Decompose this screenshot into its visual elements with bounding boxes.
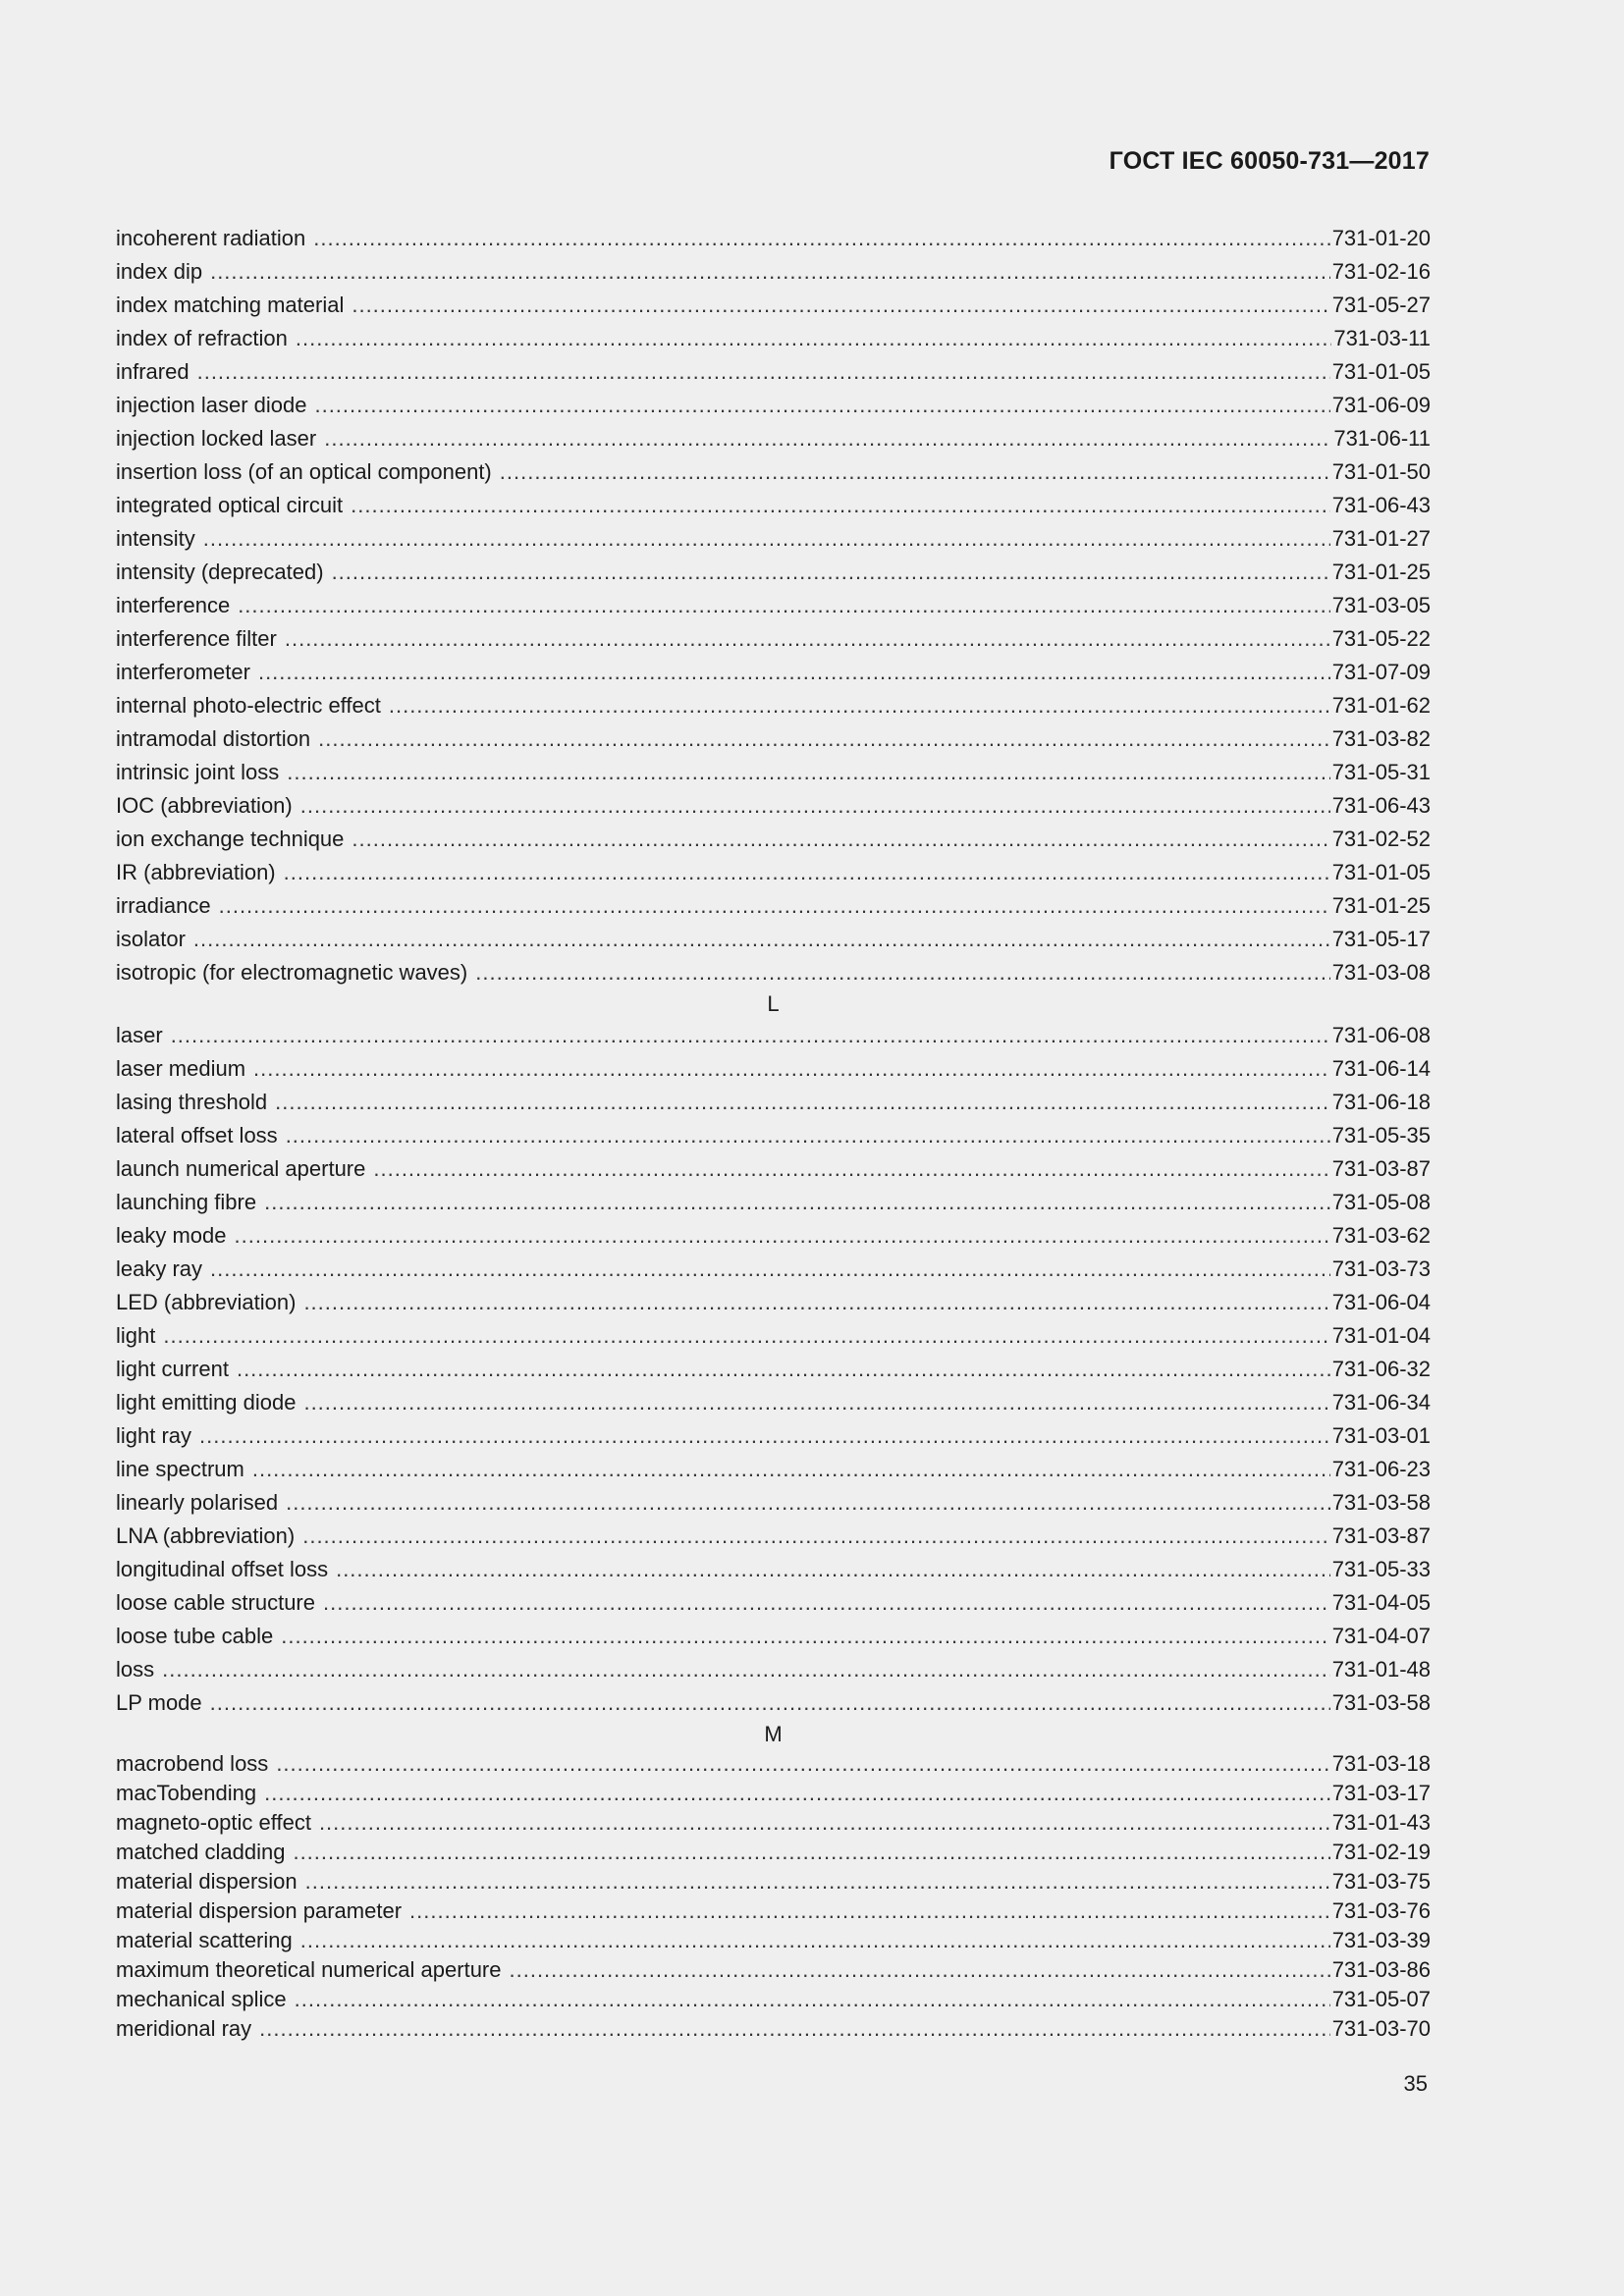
index-term: intrinsic joint loss: [116, 760, 280, 784]
dot-leader: [300, 1926, 1330, 1955]
index-term: loose cable structure: [116, 1590, 315, 1615]
dot-leader: [305, 1867, 1330, 1896]
index-entry: [116, 656, 1431, 689]
dot-leader: [219, 889, 1330, 923]
index-term: material scattering: [116, 1928, 293, 1952]
index-reference-number: 731-03-73: [1331, 1256, 1431, 1281]
dot-leader: [319, 1808, 1330, 1838]
index-reference-number: 731-03-39: [1331, 1928, 1431, 1952]
index-entry: [116, 1985, 1431, 2014]
index-term: ion exchange technique: [116, 827, 345, 851]
index-reference-number: 731-03-86: [1331, 1957, 1431, 1982]
index-entry: [116, 589, 1431, 622]
index-entry: [116, 1286, 1431, 1319]
index-entry: [116, 2014, 1431, 2044]
dot-leader: [351, 489, 1330, 522]
index-entry: [116, 1896, 1431, 1926]
index-term: longitudinal offset loss: [116, 1557, 329, 1581]
index-reference-number: 731-07-09: [1331, 660, 1431, 684]
dot-leader: [199, 1419, 1330, 1453]
index-reference-number: 731-05-27: [1331, 293, 1431, 317]
index-reference-number: 731-03-05: [1331, 593, 1431, 617]
index-reference-number: 731-05-33: [1331, 1557, 1431, 1581]
dot-leader: [238, 589, 1330, 622]
index-term: laser medium: [116, 1056, 246, 1081]
dot-leader: [197, 355, 1330, 389]
index-reference-number: 731-01-04: [1331, 1323, 1431, 1348]
index-entry: [116, 1926, 1431, 1955]
index-term: infrared: [116, 359, 189, 384]
dot-leader: [275, 1086, 1330, 1119]
index-entry: [116, 289, 1431, 322]
dot-leader: [259, 2014, 1330, 2044]
index-reference-number: 731-06-08: [1331, 1023, 1431, 1047]
dot-leader: [373, 1152, 1329, 1186]
index-reference-number: 731-02-16: [1331, 259, 1431, 284]
section-letter-heading: M: [764, 1722, 783, 1746]
index-entry: [116, 1086, 1431, 1119]
index-term: light emitting diode: [116, 1390, 297, 1415]
index-reference-number: 731-03-87: [1331, 1156, 1431, 1181]
index-entry: [116, 923, 1431, 956]
index-term: injection locked laser: [116, 426, 317, 451]
dot-leader: [264, 1186, 1330, 1219]
dot-leader: [323, 1586, 1330, 1620]
index-term: intensity: [116, 526, 195, 551]
index-term: isolator: [116, 927, 186, 951]
index-reference-number: 731-03-70: [1331, 2016, 1431, 2041]
index-entry: [116, 255, 1431, 289]
index-reference-number: 731-05-22: [1331, 626, 1431, 651]
index-entry: [116, 1052, 1431, 1086]
index-term: laser: [116, 1023, 163, 1047]
index-section: [116, 1720, 1431, 2044]
index-reference-number: 731-06-18: [1331, 1090, 1431, 1114]
index-entry: [116, 1219, 1431, 1253]
index-term: macrobend loss: [116, 1751, 269, 1776]
index-term: lasing threshold: [116, 1090, 268, 1114]
dot-leader: [500, 455, 1330, 489]
index-reference-number: 731-03-62: [1331, 1223, 1431, 1248]
index-entry: [116, 1520, 1431, 1553]
index-reference-number: 731-03-75: [1331, 1869, 1431, 1894]
dot-leader: [203, 522, 1330, 556]
dot-leader: [293, 1838, 1329, 1867]
index-reference-number: 731-03-01: [1331, 1423, 1431, 1448]
dot-leader: [285, 622, 1330, 656]
index-entry: [116, 422, 1431, 455]
index-term: material dispersion: [116, 1869, 298, 1894]
index-reference-number: 731-01-20: [1331, 226, 1431, 250]
index-reference-number: 731-03-82: [1331, 726, 1431, 751]
dot-leader: [258, 656, 1330, 689]
dot-leader: [332, 556, 1330, 589]
dot-leader: [303, 1386, 1329, 1419]
dot-leader: [237, 1353, 1330, 1386]
index-entry: [116, 1152, 1431, 1186]
index-reference-number: 731-01-25: [1331, 893, 1431, 918]
index-term: light: [116, 1323, 156, 1348]
index-reference-number: 731-01-27: [1331, 526, 1431, 551]
index-entry: [116, 622, 1431, 656]
index-term: light ray: [116, 1423, 192, 1448]
index-term: leaky mode: [116, 1223, 227, 1248]
index-entry: [116, 856, 1431, 889]
index-reference-number: 731-03-87: [1331, 1523, 1431, 1548]
index-term: LP mode: [116, 1690, 202, 1715]
index-term: LED (abbreviation): [116, 1290, 297, 1314]
index-reference-number: 731-03-11: [1333, 326, 1431, 350]
dot-leader: [296, 322, 1331, 355]
dot-leader: [409, 1896, 1330, 1926]
dot-leader: [264, 1779, 1330, 1808]
index-reference-number: 731-01-43: [1331, 1810, 1431, 1835]
dot-leader: [302, 1520, 1329, 1553]
dot-leader: [510, 1955, 1330, 1985]
index-reference-number: 731-02-52: [1331, 827, 1431, 851]
index-term: insertion loss (of an optical component): [116, 459, 492, 484]
index-reference-number: 731-03-58: [1331, 1690, 1431, 1715]
index-entry: [116, 1620, 1431, 1653]
index-entry: [116, 322, 1431, 355]
index-term: index dip: [116, 259, 203, 284]
dot-leader: [210, 1686, 1330, 1720]
index-entry: [116, 1955, 1431, 1985]
index-entry: [116, 489, 1431, 522]
index-reference-number: 731-03-76: [1331, 1898, 1431, 1923]
dot-leader: [303, 1286, 1329, 1319]
index-term: launching fibre: [116, 1190, 257, 1214]
index-entry: [116, 1253, 1431, 1286]
index-entry: [116, 1486, 1431, 1520]
dot-leader: [314, 389, 1329, 422]
index-entry: [116, 789, 1431, 823]
index-term: material dispersion parameter: [116, 1898, 403, 1923]
index-entry: [116, 1019, 1431, 1052]
index-entry: [116, 1779, 1431, 1808]
index-term: index of refraction: [116, 326, 288, 350]
dot-leader: [389, 689, 1330, 722]
index-entry: [116, 722, 1431, 756]
index-entry: [116, 1749, 1431, 1779]
index-term: IOC (abbreviation): [116, 793, 293, 818]
index-reference-number: 731-06-43: [1331, 493, 1431, 517]
index-reference-number: 731-01-25: [1331, 560, 1431, 584]
index-reference-number: 731-06-14: [1331, 1056, 1431, 1081]
index-entry: [116, 1686, 1431, 1720]
dot-leader: [286, 1486, 1330, 1520]
document-header: ГОСТ IEC 60050-731—2017: [1109, 147, 1430, 175]
dot-leader: [171, 1019, 1330, 1052]
dot-leader: [163, 1319, 1329, 1353]
index-entry: [116, 1653, 1431, 1686]
index-reference-number: 731-06-43: [1331, 793, 1431, 818]
dot-leader: [300, 789, 1330, 823]
index-entry: [116, 1586, 1431, 1620]
index-entry: [116, 1553, 1431, 1586]
dot-leader: [193, 923, 1330, 956]
index-reference-number: 731-06-09: [1331, 393, 1431, 417]
index-reference-number: 731-01-05: [1331, 359, 1431, 384]
dot-leader: [286, 1119, 1330, 1152]
index-term: interference: [116, 593, 231, 617]
index-entry: [116, 455, 1431, 489]
index-term: meridional ray: [116, 2016, 252, 2041]
index-term: intensity (deprecated): [116, 560, 324, 584]
index-term: IR (abbreviation): [116, 860, 276, 884]
index-entry: [116, 522, 1431, 556]
index-entry: [116, 823, 1431, 856]
index-term: loss: [116, 1657, 155, 1682]
dot-leader: [210, 1253, 1330, 1286]
index-term: interferometer: [116, 660, 250, 684]
dot-leader: [324, 422, 1331, 455]
index-reference-number: 731-06-32: [1331, 1357, 1431, 1381]
index-reference-number: 731-05-17: [1331, 927, 1431, 951]
index-term: leaky ray: [116, 1256, 203, 1281]
dot-leader: [287, 756, 1329, 789]
index-term: isotropic (for electromagnetic waves): [116, 960, 468, 985]
index-section: [116, 222, 1431, 989]
index-reference-number: 731-02-19: [1331, 1840, 1431, 1864]
dot-leader: [295, 1985, 1330, 2014]
index-reference-number: 731-06-11: [1333, 426, 1431, 451]
index-entry: [116, 1838, 1431, 1867]
index-reference-number: 731-01-05: [1331, 860, 1431, 884]
alphabetical-index: [116, 222, 1431, 2044]
index-term: intramodal distortion: [116, 726, 311, 751]
dot-leader: [284, 856, 1330, 889]
index-term: internal photo-electric effect: [116, 693, 381, 718]
index-term: magneto-optic effect: [116, 1810, 311, 1835]
index-reference-number: 731-03-58: [1331, 1490, 1431, 1515]
index-section: [116, 989, 1431, 1720]
page-number: 35: [1403, 2071, 1428, 2096]
index-entry: [116, 689, 1431, 722]
index-term: macTobending: [116, 1781, 257, 1805]
index-entry: [116, 556, 1431, 589]
dot-leader: [253, 1052, 1330, 1086]
index-reference-number: 731-06-34: [1331, 1390, 1431, 1415]
dot-leader: [252, 1453, 1330, 1486]
index-term: interference filter: [116, 626, 277, 651]
index-entry: [116, 222, 1431, 255]
index-reference-number: 731-04-07: [1331, 1624, 1431, 1648]
index-reference-number: 731-06-23: [1331, 1457, 1431, 1481]
dot-leader: [235, 1219, 1330, 1253]
index-reference-number: 731-03-08: [1331, 960, 1431, 985]
index-term: LNA (abbreviation): [116, 1523, 296, 1548]
index-entry: [116, 389, 1431, 422]
index-term: maximum theoretical numerical aperture: [116, 1957, 502, 1982]
index-term: integrated optical circuit: [116, 493, 344, 517]
index-reference-number: 731-05-31: [1331, 760, 1431, 784]
index-entry: [116, 1808, 1431, 1838]
index-entry: [116, 1119, 1431, 1152]
dot-leader: [475, 956, 1329, 989]
dot-leader: [352, 823, 1329, 856]
index-reference-number: 731-03-17: [1331, 1781, 1431, 1805]
dot-leader: [210, 255, 1330, 289]
index-entry: [116, 1419, 1431, 1453]
index-reference-number: 731-05-08: [1331, 1190, 1431, 1214]
index-term: line spectrum: [116, 1457, 244, 1481]
dot-leader: [162, 1653, 1330, 1686]
index-term: injection laser diode: [116, 393, 307, 417]
index-entry: [116, 889, 1431, 923]
dot-leader: [318, 722, 1330, 756]
index-reference-number: 731-06-04: [1331, 1290, 1431, 1314]
index-entry: [116, 1186, 1431, 1219]
index-entry: [116, 1453, 1431, 1486]
index-entry: [116, 1867, 1431, 1896]
index-entry: [116, 956, 1431, 989]
index-reference-number: 731-05-07: [1331, 1987, 1431, 2011]
index-entry: [116, 1353, 1431, 1386]
index-entry: [116, 355, 1431, 389]
index-reference-number: 731-03-18: [1331, 1751, 1431, 1776]
index-entry: [116, 1386, 1431, 1419]
index-term: lateral offset loss: [116, 1123, 278, 1148]
index-reference-number: 731-01-50: [1331, 459, 1431, 484]
index-term: matched cladding: [116, 1840, 286, 1864]
dot-leader: [336, 1553, 1330, 1586]
index-reference-number: 731-04-05: [1331, 1590, 1431, 1615]
dot-leader: [352, 289, 1329, 322]
dot-leader: [281, 1620, 1329, 1653]
index-term: loose tube cable: [116, 1624, 274, 1648]
index-reference-number: 731-01-62: [1331, 693, 1431, 718]
section-letter-heading: L: [767, 991, 780, 1016]
dot-leader: [276, 1749, 1329, 1779]
index-term: launch numerical aperture: [116, 1156, 366, 1181]
index-term: linearly polarised: [116, 1490, 279, 1515]
index-term: incoherent radiation: [116, 226, 306, 250]
index-entry: [116, 756, 1431, 789]
index-entry: [116, 1319, 1431, 1353]
index-term: mechanical splice: [116, 1987, 287, 2011]
index-term: irradiance: [116, 893, 211, 918]
index-term: index matching material: [116, 293, 345, 317]
index-term: light current: [116, 1357, 229, 1381]
index-reference-number: 731-05-35: [1331, 1123, 1431, 1148]
index-reference-number: 731-01-48: [1331, 1657, 1431, 1682]
dot-leader: [313, 222, 1329, 255]
